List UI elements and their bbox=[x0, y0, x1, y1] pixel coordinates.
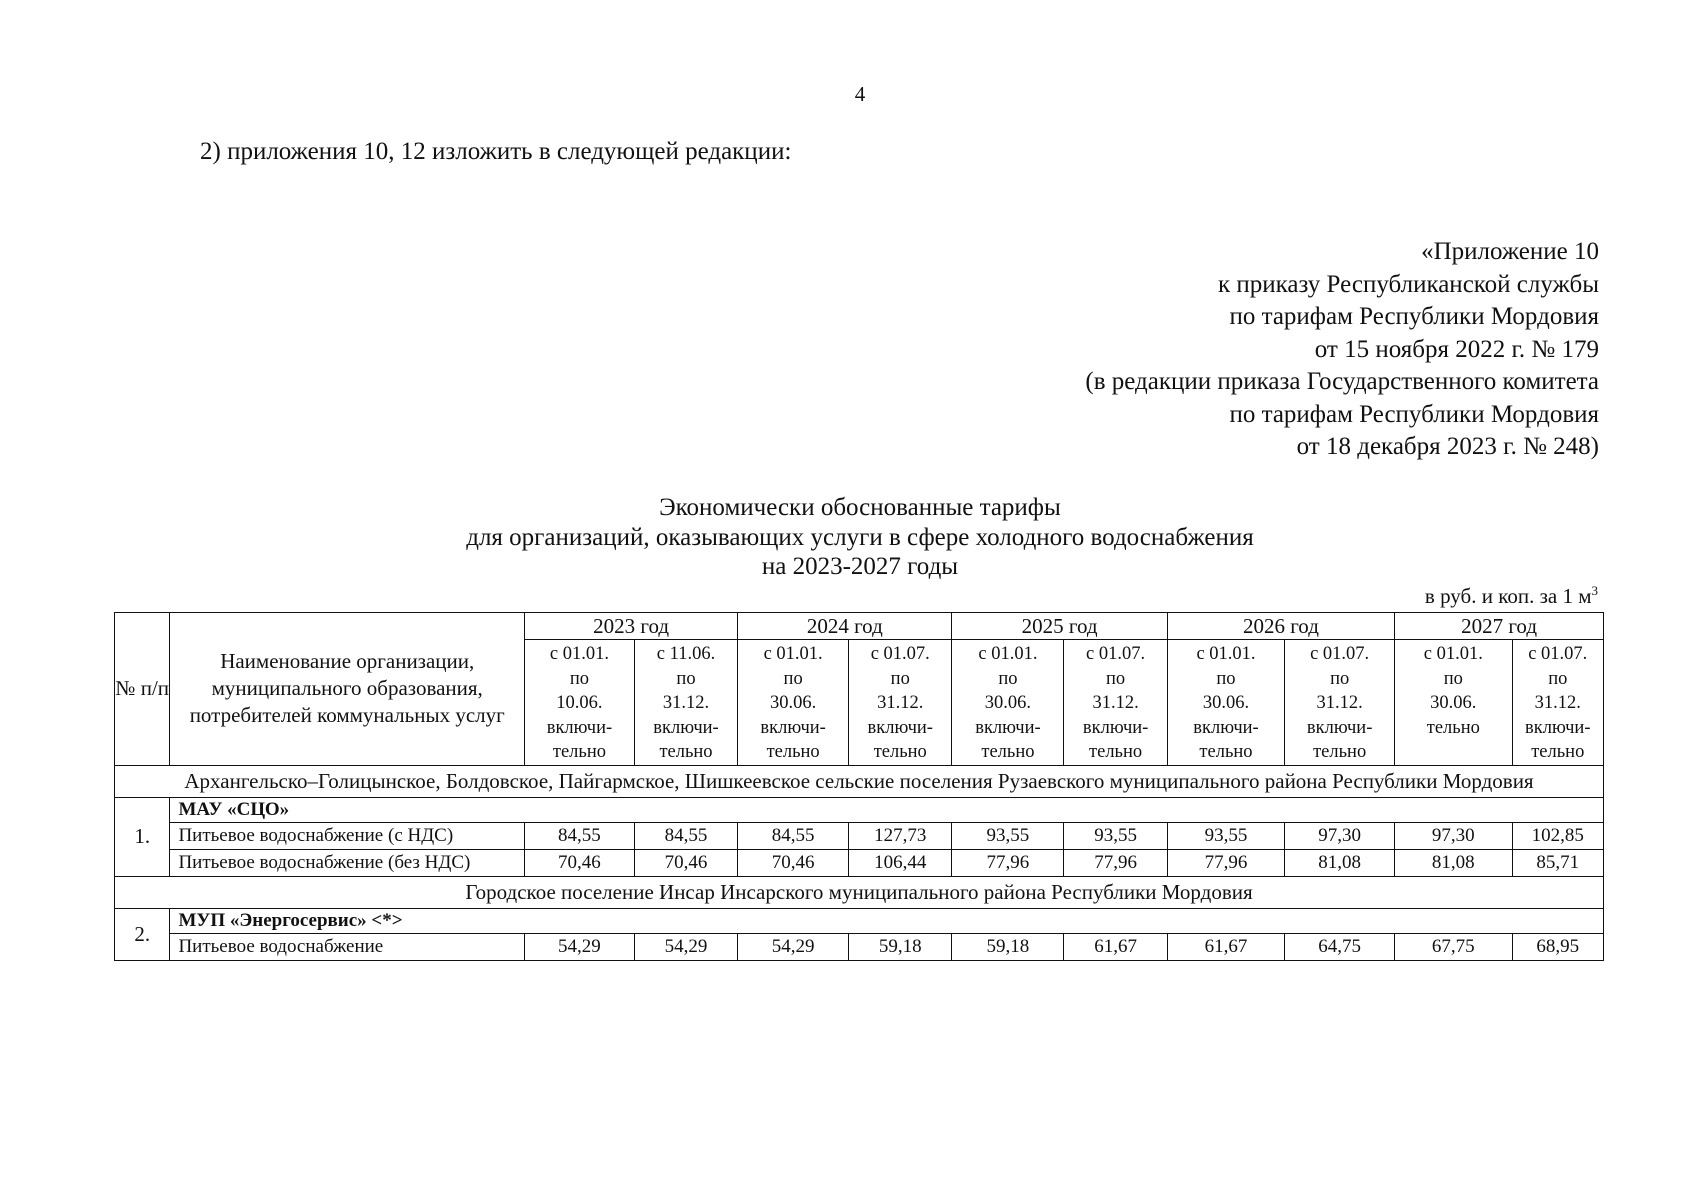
year-header: 2027 год bbox=[1395, 613, 1604, 640]
tariff-value: 59,18 bbox=[952, 933, 1064, 960]
tariff-value: 93,55 bbox=[1064, 822, 1167, 849]
period-line: тельно bbox=[1426, 717, 1480, 738]
period-header bbox=[525, 640, 635, 766]
period-line: с 01.07. bbox=[1528, 644, 1588, 664]
period-header bbox=[1167, 640, 1284, 766]
period-line: 30.06. bbox=[1430, 693, 1477, 713]
tariff-value: 77,96 bbox=[1064, 849, 1167, 876]
period-line: тельно bbox=[766, 742, 820, 762]
period-header bbox=[1285, 640, 1395, 766]
period-line: тельно bbox=[1089, 742, 1143, 762]
period-line: по bbox=[1443, 668, 1463, 689]
service-name: Питьевое водоснабжение (с НДС) bbox=[170, 822, 525, 849]
period-line: включи- bbox=[1193, 717, 1259, 738]
document-title bbox=[0, 493, 1698, 582]
period-line: с 11.06. bbox=[656, 644, 716, 664]
period-line: по bbox=[569, 668, 589, 689]
period-line: по bbox=[676, 668, 696, 689]
tariff-value: 85,71 bbox=[1512, 849, 1603, 876]
period-line: по bbox=[1548, 668, 1568, 689]
period-line: тельно bbox=[552, 742, 606, 762]
period-line: включи- bbox=[975, 717, 1041, 738]
intro-text: 2) приложения 10, 12 изложить в следующей редакции: bbox=[200, 138, 792, 165]
period-line: 31.12. bbox=[1316, 693, 1363, 713]
period-line: 30.06. bbox=[1202, 693, 1250, 713]
tariff-value: 97,30 bbox=[1395, 822, 1512, 849]
unit-text: в руб. и коп. за 1 м bbox=[1424, 584, 1592, 608]
tariff-value: 54,29 bbox=[525, 933, 635, 960]
period-line: тельно bbox=[873, 742, 927, 762]
tariff-value: 77,96 bbox=[952, 849, 1064, 876]
period-line: с 01.07. bbox=[1310, 644, 1370, 664]
period-line: 31.12. bbox=[1534, 693, 1581, 713]
tariff-value: 97,30 bbox=[1285, 822, 1395, 849]
tariff-value: 59,18 bbox=[849, 933, 952, 960]
period-line bbox=[1395, 740, 1511, 765]
period-line: включи- bbox=[653, 717, 719, 738]
appendix-line: от 15 ноября 2022 г. № 179 bbox=[1314, 335, 1599, 363]
tariff-value: 84,55 bbox=[634, 822, 737, 849]
period-line: по bbox=[1216, 668, 1236, 689]
appendix-reference bbox=[1085, 236, 1599, 464]
period-line: 31.12. bbox=[1092, 693, 1139, 713]
tariff-value: 64,75 bbox=[1285, 933, 1395, 960]
period-line: с 01.07. bbox=[870, 644, 930, 664]
period-line: 10.06. bbox=[556, 693, 603, 713]
period-line: включи- bbox=[1082, 717, 1149, 738]
organization-row bbox=[115, 797, 1604, 822]
year-header: 2026 год bbox=[1167, 613, 1394, 640]
period-header bbox=[1064, 640, 1167, 766]
appendix-line: по тарифам Республики Мордовия bbox=[1229, 400, 1599, 428]
year-header-row bbox=[115, 613, 1604, 640]
appendix-line: к приказу Республиканской службы bbox=[1217, 270, 1599, 298]
period-line: по bbox=[1330, 668, 1350, 689]
tariff-value: 81,08 bbox=[1395, 849, 1512, 876]
period-line: с 01.01. bbox=[1423, 644, 1483, 664]
region-cell: Архангельско–Голицынское, Болдовское, Пайгармское, Шишкеевское сельские поселения Рузаевского муниципального района Республики Мордовия bbox=[115, 765, 1604, 797]
appendix-line: (в редакции приказа Государственного комитета bbox=[1085, 368, 1599, 395]
tariff-value: 127,73 bbox=[849, 822, 952, 849]
period-line: по bbox=[1106, 668, 1126, 689]
period-line: включи- bbox=[1525, 717, 1591, 738]
unit-superscript: 3 bbox=[1591, 583, 1598, 598]
period-line: с 01.01. bbox=[1196, 644, 1256, 664]
appendix-line: «Приложение 10 bbox=[1421, 238, 1599, 265]
period-line: по bbox=[783, 668, 803, 689]
period-header bbox=[738, 640, 849, 766]
tariff-value: 67,75 bbox=[1395, 933, 1512, 960]
region-row bbox=[115, 876, 1604, 908]
tariff-value: 70,46 bbox=[634, 849, 737, 876]
tariff-table bbox=[114, 612, 1604, 961]
tariff-value: 61,67 bbox=[1167, 933, 1284, 960]
period-line: тельно bbox=[1313, 742, 1367, 762]
title-line: для организаций, оказывающих услуги в сфере холодного водоснабжения bbox=[466, 523, 1254, 551]
col-name-header: Наименование организации, муниципального образования, потребителей коммунальных услуг bbox=[170, 613, 525, 766]
region-row bbox=[115, 765, 1604, 797]
tariff-value: 93,55 bbox=[1167, 822, 1284, 849]
organization-row bbox=[115, 908, 1604, 933]
appendix-line: по тарифам Республики Мордовия bbox=[1229, 303, 1599, 330]
tariff-value: 54,29 bbox=[738, 933, 849, 960]
period-line: 30.06. bbox=[770, 693, 817, 713]
tariff-value: 68,95 bbox=[1512, 933, 1603, 960]
year-header: 2025 год bbox=[952, 613, 1167, 640]
period-header bbox=[849, 640, 952, 766]
tariff-value: 84,55 bbox=[738, 822, 849, 849]
tariff-value: 70,46 bbox=[738, 849, 849, 876]
period-header bbox=[1395, 640, 1512, 766]
period-line: с 01.01. bbox=[978, 644, 1038, 664]
service-name: Питьевое водоснабжение bbox=[170, 933, 525, 960]
row-number: 1. bbox=[115, 797, 170, 876]
year-header: 2024 год bbox=[738, 613, 952, 640]
title-line: Экономически обоснованные тарифы bbox=[659, 494, 1061, 521]
period-header bbox=[634, 640, 737, 766]
period-line: с 01.01. bbox=[549, 644, 609, 664]
tariff-value: 102,85 bbox=[1512, 822, 1603, 849]
period-line: включи- bbox=[1306, 717, 1373, 738]
tariff-value: 70,46 bbox=[525, 849, 635, 876]
tariff-value: 84,55 bbox=[525, 822, 635, 849]
period-line: с 01.01. bbox=[763, 644, 823, 664]
unit-label bbox=[1425, 584, 1598, 609]
row-number: 2. bbox=[115, 908, 170, 960]
period-line: тельно bbox=[659, 742, 713, 762]
organization-name: МУП «Энергосервис» <*> bbox=[170, 908, 1604, 933]
period-line: тельно bbox=[1199, 742, 1253, 762]
table-row bbox=[115, 933, 1604, 960]
organization-name: МАУ «СЦО» bbox=[170, 797, 1604, 822]
tariff-value: 61,67 bbox=[1064, 933, 1167, 960]
period-line: включи- bbox=[867, 717, 933, 738]
service-name: Питьевое водоснабжение (без НДС) bbox=[170, 849, 525, 876]
period-line: 30.06. bbox=[984, 693, 1032, 713]
period-line: 31.12. bbox=[662, 693, 710, 713]
page-number: 4 bbox=[854, 82, 866, 106]
col-num-header: № п/п bbox=[115, 613, 170, 766]
table-row bbox=[115, 849, 1604, 876]
tariff-value: 93,55 bbox=[952, 822, 1064, 849]
period-line: тельно bbox=[1531, 742, 1585, 762]
tariff-value: 81,08 bbox=[1285, 849, 1395, 876]
period-header bbox=[952, 640, 1064, 766]
appendix-line: от 18 декабря 2023 г. № 248) bbox=[1296, 433, 1599, 460]
table-row bbox=[115, 822, 1604, 849]
period-line: 31.12. bbox=[877, 693, 924, 713]
title-line: на 2023-2027 годы bbox=[761, 553, 959, 580]
year-header: 2023 год bbox=[525, 613, 738, 640]
tariff-value: 106,44 bbox=[849, 849, 952, 876]
period-line: с 01.07. bbox=[1086, 644, 1146, 664]
period-line: по bbox=[998, 668, 1018, 689]
period-line: тельно bbox=[981, 742, 1035, 762]
period-line: включи- bbox=[760, 717, 826, 738]
period-line: включи- bbox=[546, 717, 613, 738]
tariff-value: 54,29 bbox=[634, 933, 737, 960]
period-line: по bbox=[890, 668, 910, 689]
period-header bbox=[1512, 640, 1603, 766]
tariff-value: 77,96 bbox=[1167, 849, 1284, 876]
region-cell: Городское поселение Инсар Инсарского муниципального района Республики Мордовия bbox=[115, 876, 1604, 908]
